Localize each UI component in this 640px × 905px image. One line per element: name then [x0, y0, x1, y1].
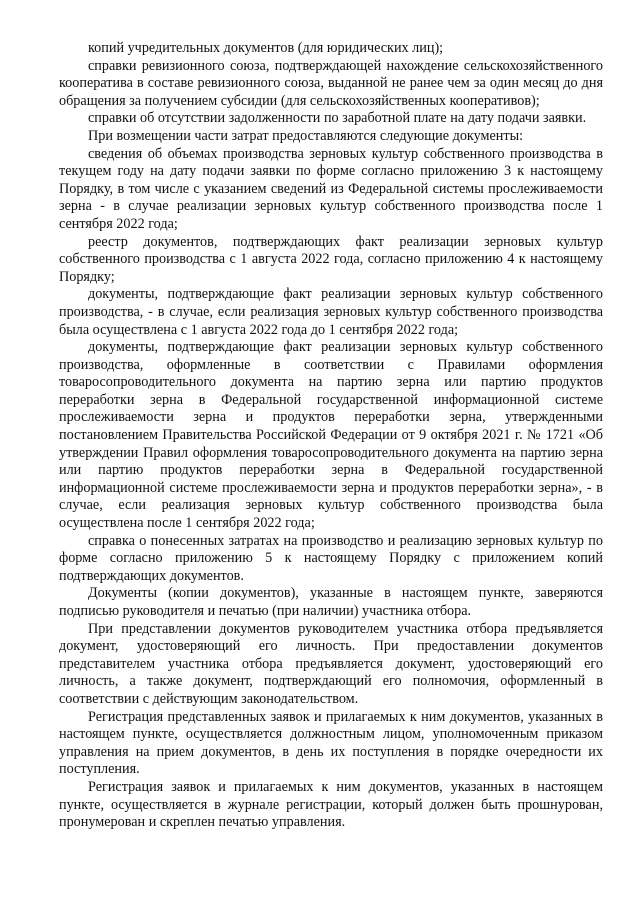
paragraph-3: справки об отсутствии задолженности по заработной плате на дату подачи заявки. [88, 110, 587, 127]
paragraph-5: сведения об объемах производства зерновых культур собственного производства в текущем году на дату подачи заявки по форме согласно приложению 3 к настоящему Порядку, в том числе с указанием сведений из Федеральной системы прослеживаемости зерна - в случае реализации зерновых культур собственного производства после 1 сентября 2022 года; [59, 145, 603, 232]
paragraph-6: реестр документов, подтверждающих факт реализации зерновых культур собственного производства с 1 августа 2022 года, согласно приложению 4 к настоящему Порядку; [59, 233, 603, 285]
paragraph-12: Регистрация представленных заявок и прилагаемых к ним документов, указанных в настоящем пункте, осуществляется должностным лицом, уполномоченным приказом управления на прием документов, в день их поступления в порядке очередности их поступления. [59, 708, 603, 778]
paragraph-9: справка о понесенных затратах на производство и реализацию зерновых культур по форме согласно приложению 5 к настоящему Порядку с приложением копий подтверждающих документов. [59, 532, 603, 584]
paragraph-7: документы, подтверждающие факт реализации зерновых культур собственного производства, - в случае, если реализация зерновых культур собственного производства была осуществлена с 1 августа 2022 года до 1 сентября 2022 года; [59, 286, 603, 338]
paragraph-11: При представлении документов руководителем участника отбора предъявляется документ, удостоверяющий его личность. При предоставлении документов представителем участника отбора предъявляется документ, удостоверяющий его личность, а также документ, подтверждающий его полномочия, оформленный в соответствии с действующим законодательством. [59, 620, 603, 707]
paragraph-1: копий учредительных документов (для юридических лиц); [88, 40, 444, 56]
paragraph-13: Регистрация заявок и прилагаемых к ним документов, указанных в настоящем пункте, осуществляется в журнале регистрации, который должен быть прошнурован, пронумерован и скреплен печатью управления. [59, 778, 603, 831]
paragraph-8: документы, подтверждающие факт реализации зерновых культур собственного производства, оформленные в соответствии с Правилами оформления товаросопроводительного документа на партию зерна или партию продуктов переработки зерна в Федеральной государственной информационной системе прослеживаемости зерна и продуктов переработки зерна, утвержденными постановлением Правительства Российской Федерации от 9 октября 2021 г. № 1721 «Об утверждении Правил оформления товаросопроводительного документа на партию зерна или партию продуктов переработки зерна в Федеральной государственной информационной системе прослеживаемости зерна и продуктов переработки зерна», - в случае, если реализация зерновых культур собственного производства была осуществлена после 1 сентября 2022 года; [59, 339, 603, 532]
paragraph-10: Документы (копии документов), указанные в настоящем пункте, заверяются подписью руководителя и печатью (при наличии) участника отбора. [59, 585, 603, 619]
paragraph-4: При возмещении части затрат предоставляются следующие документы: [88, 127, 524, 144]
paragraph-2: справки ревизионного союза, подтверждающей нахождение сельскохозяйственного кооператива в составе ревизионного союза, выданной не ранее чем за один месяц до дня обращения за получением субсидии (для сельскохозяйственных кооперативов); [59, 57, 603, 109]
